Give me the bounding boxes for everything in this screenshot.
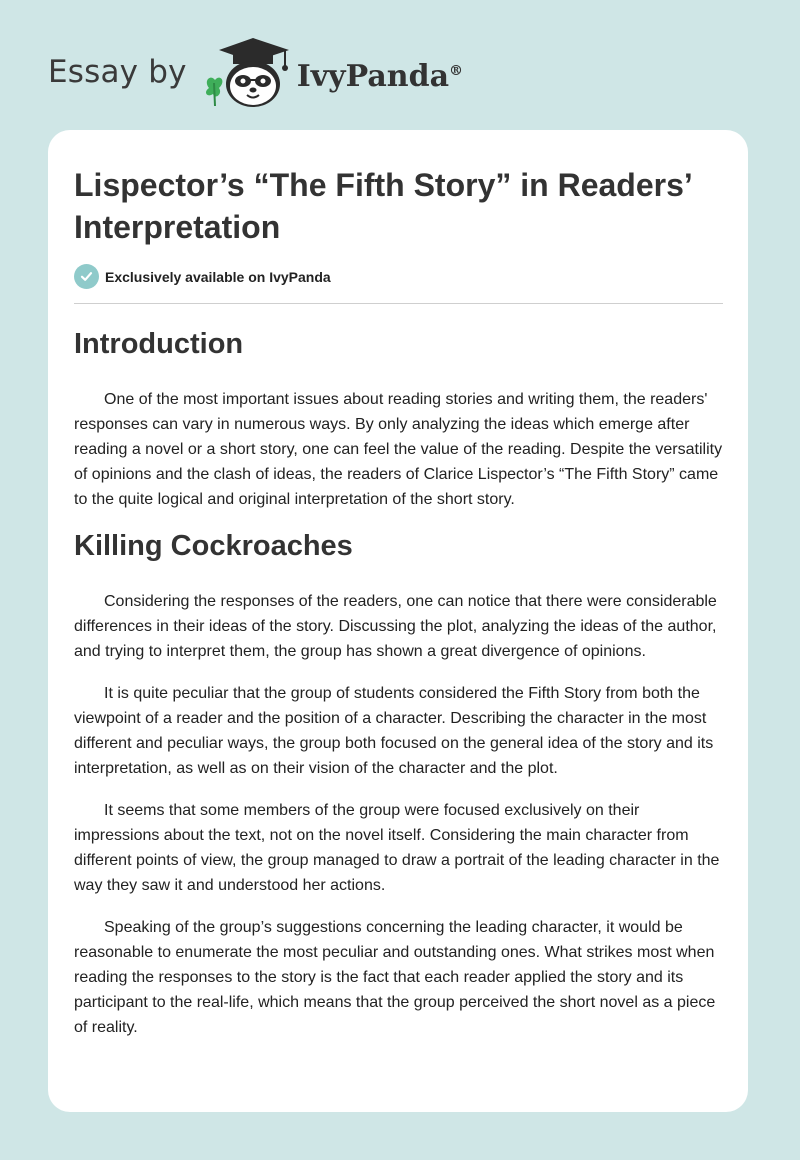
- exclusive-badge-text: Exclusively available on IvyPanda: [105, 268, 331, 285]
- paragraph: It is quite peculiar that the group of students considered the Fifth Story from both the viewpoint of a reader and the position of a character. Describing the character in the most different and peculiar ways, the group both focused on the general idea of the story and its interpretation, as well as on their vision of the character and the plot.: [74, 685, 714, 777]
- exclusive-badge: [74, 264, 331, 289]
- site-header: [48, 34, 463, 114]
- title-divider: [74, 303, 723, 304]
- essay-title: Lispector’s “The Fifth Story” in Readers’ Interpretation: [74, 167, 692, 245]
- essay-by-label: Essay by: [48, 54, 187, 90]
- registered-mark: ®: [449, 62, 464, 79]
- paragraph: It seems that some members of the group were focused exclusively on their impressions about the text, not on the novel itself. Considering the main character from different points of view, the group managed to draw a portrait of the leading character in the way they saw it and understood her actions.: [74, 802, 720, 894]
- brand-name[interactable]: [297, 59, 463, 94]
- paragraph: Speaking of the group’s suggestions concerning the leading character, it would be reasonable to enumerate the most peculiar and outstanding ones. What strikes most when reading the responses to the story is the fact that each reader applied the story and its participant to the real-life, which means that the group perceived the short novel as a piece of reality.: [74, 919, 716, 1036]
- panda-graduate-logo-icon[interactable]: [201, 36, 293, 112]
- essay-card: [48, 130, 748, 1112]
- paragraph: One of the most important issues about reading stories and writing them, the readers' responses can vary in numerous ways. By only analyzing the ideas which emerge after reading a novel or a short story, one can feel the value of the reading. Despite the versatility of opinions and the clash of ideas, the readers of Clarice Lispector’s “The Fifth Story” came to the quite logical and original interpretation of the short story.: [74, 391, 723, 508]
- section-heading-introduction: Introduction: [74, 328, 244, 360]
- checkmark-icon: [74, 264, 99, 289]
- brand-text: IvyPanda: [296, 58, 450, 94]
- essay-body: [74, 324, 726, 1040]
- section-heading-killing-cockroaches: Killing Cockroaches: [74, 530, 353, 562]
- paragraph: Considering the responses of the readers, one can notice that there were considerable differences in their ideas of the story. Discussing the plot, analyzing the ideas of the author, and trying to interpret them, the group has shown a great divergence of opinions.: [74, 593, 717, 660]
